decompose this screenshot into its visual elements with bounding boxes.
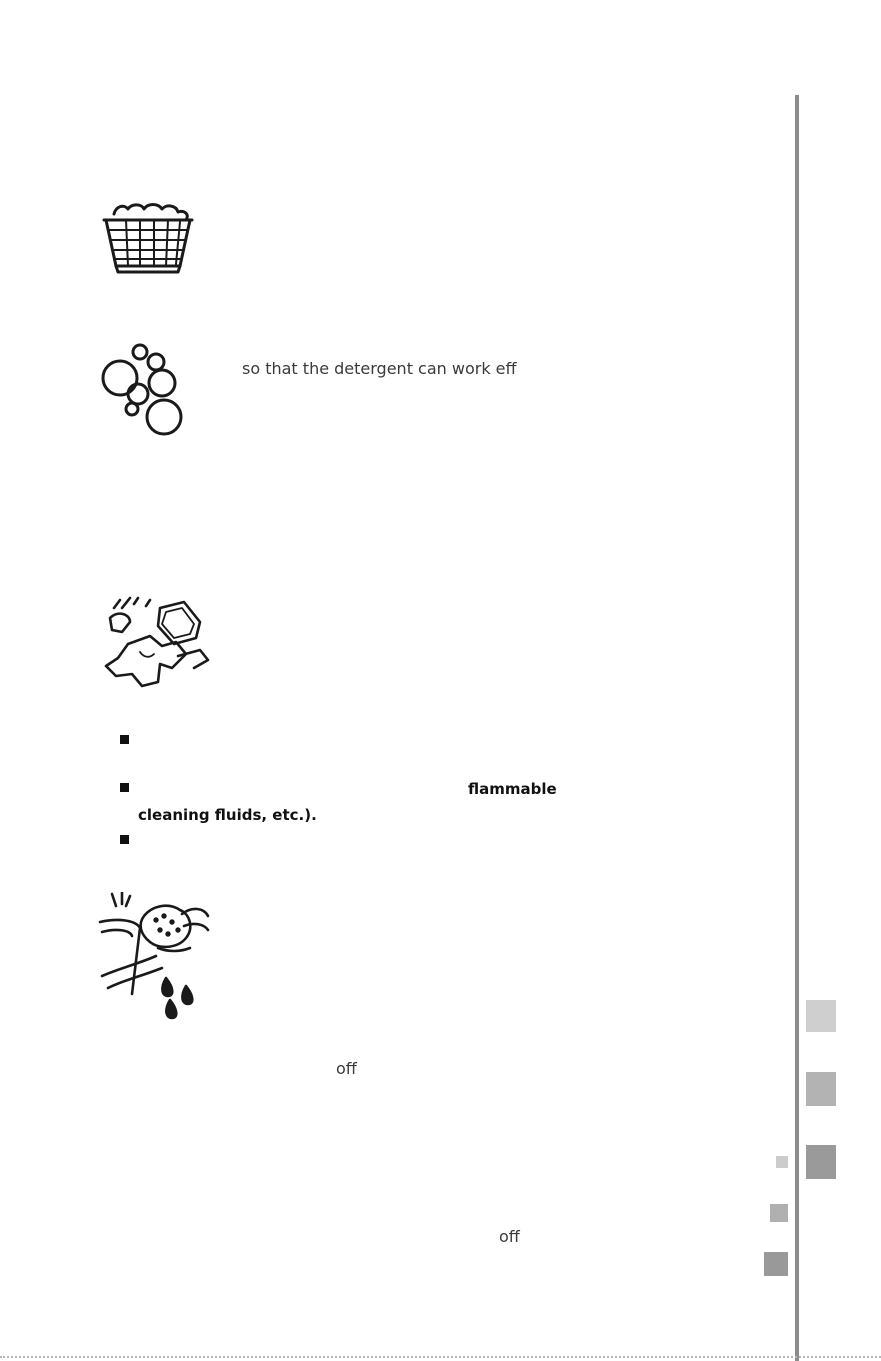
bullet-marker — [120, 735, 129, 744]
section-tab — [806, 1000, 836, 1032]
laundry-basket-icon — [100, 200, 196, 275]
marker-square — [770, 1204, 788, 1222]
section-tab — [806, 1072, 836, 1106]
stain-cleaning-icon — [98, 892, 214, 1020]
detergent-text: so that the detergent can work eff — [242, 359, 517, 378]
marker-square — [764, 1252, 788, 1276]
cleaning-fluids-text: cleaning fluids, etc.). — [138, 806, 317, 824]
bullet-marker — [120, 783, 129, 792]
off-word: off — [499, 1227, 520, 1246]
soap-bubbles-icon — [100, 342, 186, 436]
margin-rule — [795, 95, 799, 1361]
bullet-marker — [120, 835, 129, 844]
marker-square — [776, 1156, 788, 1168]
section-tab — [806, 1145, 836, 1179]
page-bottom-edge — [0, 1356, 881, 1358]
off-word: off — [336, 1059, 357, 1078]
dirty-clothes-icon — [100, 596, 212, 690]
flammable-warning-text: flammable — [468, 780, 557, 798]
